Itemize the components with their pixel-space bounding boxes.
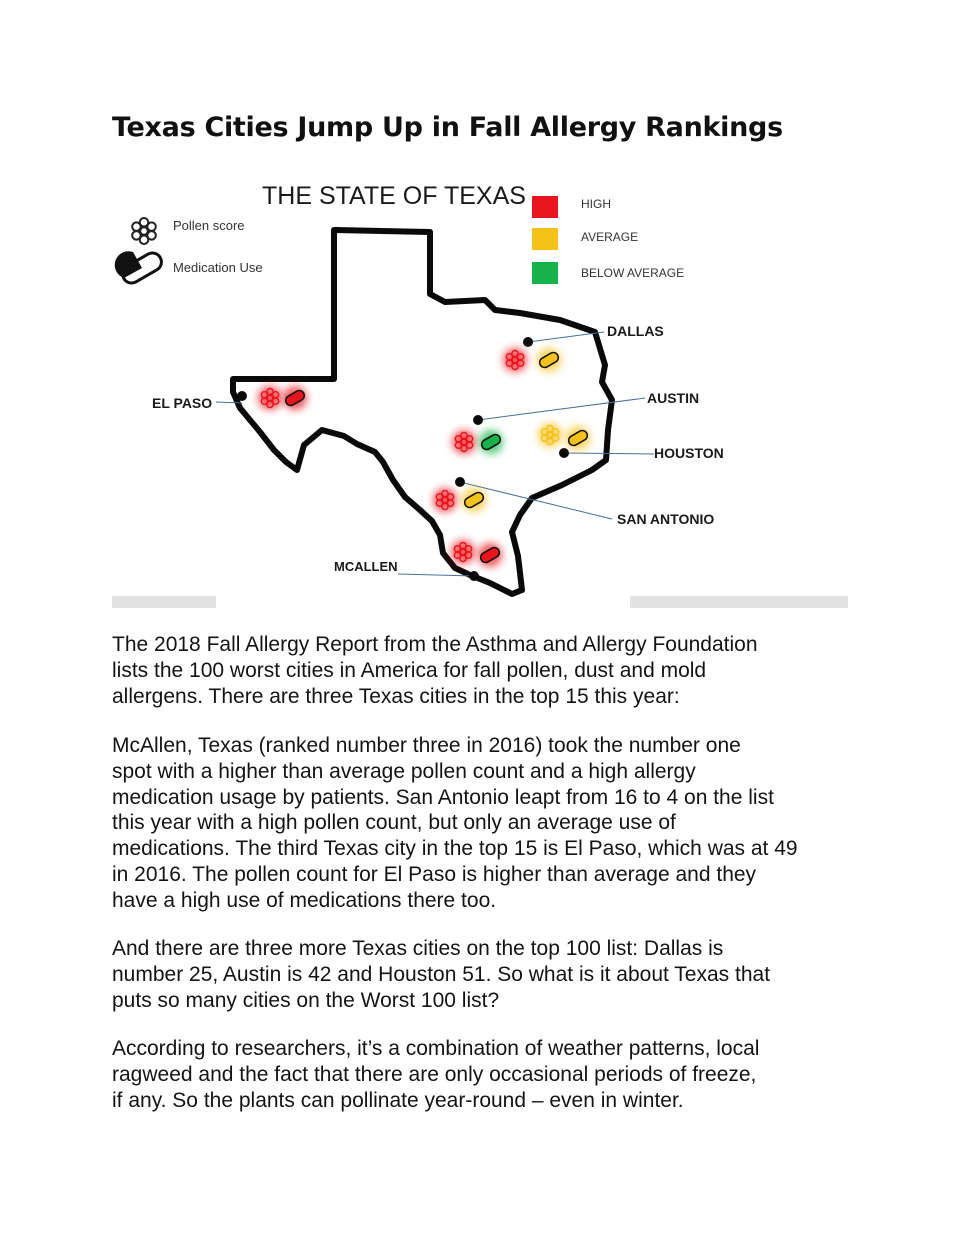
pollen-glow-houston: [538, 423, 562, 447]
texas-allergy-map: [100, 170, 860, 615]
legend-average-label: AVERAGE: [581, 230, 639, 244]
pollen-glow-san-antonio: [433, 488, 457, 512]
city-label-dallas: DALLAS: [607, 323, 664, 339]
pollen-glow-el-paso: [258, 386, 282, 410]
city-label-austin: AUSTIN: [647, 390, 700, 406]
divider-right: [630, 596, 848, 608]
divider-left: [112, 596, 216, 608]
city-label-san-antonio: SAN ANTONIO: [617, 511, 715, 527]
legend-swatch-below-average: [532, 262, 558, 284]
medication-legend-label: Medication Use: [173, 260, 263, 275]
paragraph-4: According to researchers, it’s a combination of weather patterns, local ragweed and the fact that there are only occasional periods of freeze, if any. So the plants can pollinate year-round – even in winter.: [112, 1037, 760, 1112]
legend-swatches: [532, 196, 558, 284]
legend-swatch-average: [532, 228, 558, 250]
pollen-legend-label: Pollen score: [173, 218, 245, 233]
pollen-glow-dallas: [503, 348, 527, 372]
pollen-glow-mcallen: [451, 540, 475, 564]
pill-legend-icon: [115, 250, 165, 287]
map-graphic: [100, 170, 860, 615]
pollen-legend-icon: [132, 218, 156, 244]
legend-high-label: HIGH: [581, 197, 611, 211]
pollen-glow-austin: [452, 430, 476, 454]
paragraph-2: McAllen, Texas (ranked number three in 2016) took the number one spot with a higher than average pollen count and a high allergy medication usage by patients. San Antonio leapt from 16 to 4 on the list this year with a high pollen count, but only an average use of medications. The third Texas city in the top 15 is El Paso, which was at 49 in 2016. The pollen count for El Paso is higher than average and they have a high use of medications there too.: [112, 734, 798, 912]
page-title: Texas Cities Jump Up in Fall Allergy Rankings: [112, 112, 783, 143]
paragraph-3: And there are three more Texas cities on the top 100 list: Dallas is number 25, Austin is 42 and Houston 51. So what is it about Texas that puts so many cities on the Worst 100 list?: [112, 937, 771, 1012]
legend-swatch-high: [532, 196, 558, 218]
map-title: THE STATE OF TEXAS: [262, 182, 526, 210]
texas-outline: [233, 230, 612, 594]
city-label-el-paso: EL PASO: [152, 395, 213, 411]
city-label-houston: HOUSTON: [654, 445, 724, 461]
city-label-mcallen: MCALLEN: [334, 559, 398, 574]
paragraph-1: The 2018 Fall Allergy Report from the Asthma and Allergy Foundation lists the 100 worst cities in America for fall pollen, dust and mold allergens. There are three Texas cities in the top 15 this year:: [112, 633, 758, 708]
legend-below-average-label: BELOW AVERAGE: [581, 266, 685, 280]
